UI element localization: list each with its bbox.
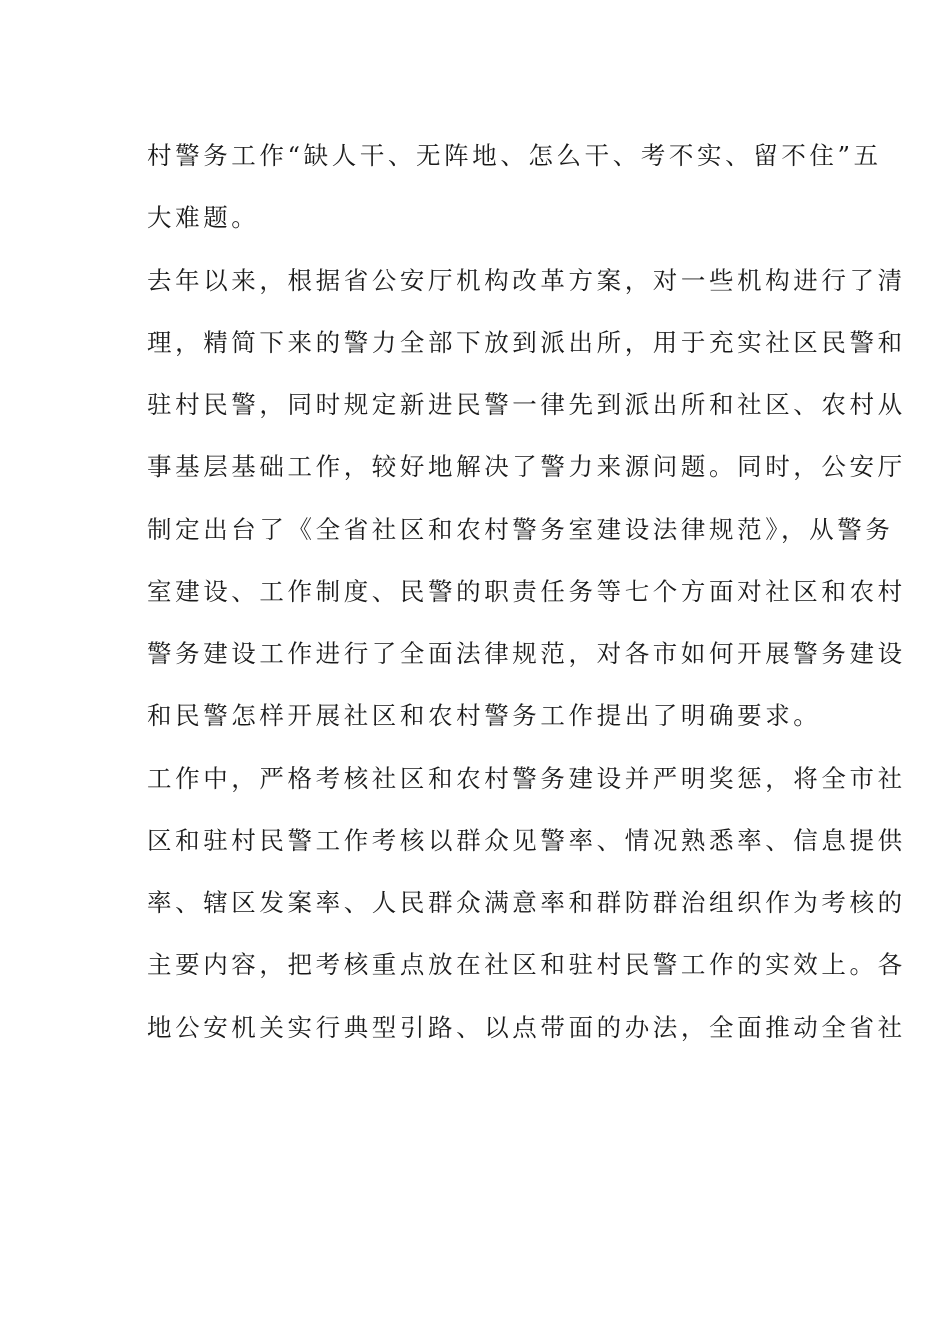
paragraph-1 <box>147 125 882 250</box>
document-body <box>147 125 906 1059</box>
text-line: 制定出台了《全省社区和农村警务室建设法律规范》，从警务 <box>147 514 894 544</box>
paragraph-3 <box>147 748 906 1059</box>
text-line: 事基层基础工作，较好地解决了警力来源问题。同时，公安厅 <box>147 452 906 482</box>
text-line: 理，精简下来的警力全部下放到派出所，用于充实社区民警和 <box>147 327 906 357</box>
text-line: 大难题。 <box>147 203 260 233</box>
text-line: 工作中，严格考核社区和农村警务建设并严明奖惩，将全市社 <box>147 763 906 793</box>
text-line: 主要内容，把考核重点放在社区和驻村民警工作的实效上。各 <box>147 950 906 980</box>
text-line: 区和驻村民警工作考核以群众见警率、情况熟悉率、信息提供 <box>147 825 906 855</box>
text-line: 地公安机关实行典型引路、以点带面的办法，全面推动全省社 <box>147 1012 906 1042</box>
paragraph-2 <box>147 250 906 748</box>
text-line: 村警务工作“缺人干、无阵地、怎么干、考不实、留不住”五 <box>147 141 882 170</box>
text-line: 率、辖区发案率、人民群众满意率和群防群治组织作为考核的 <box>147 888 906 917</box>
text-line: 驻村民警，同时规定新进民警一律先到派出所和社区、农村从 <box>147 390 906 419</box>
text-line: 去年以来，根据省公安厅机构改革方案，对一些机构进行了清 <box>147 265 906 295</box>
text-line: 和民警怎样开展社区和农村警务工作提出了明确要求。 <box>147 701 822 731</box>
text-line: 室建设、工作制度、民警的职责任务等七个方面对社区和农村 <box>147 576 906 606</box>
text-line: 警务建设工作进行了全面法律规范，对各市如何开展警务建设 <box>147 639 906 668</box>
